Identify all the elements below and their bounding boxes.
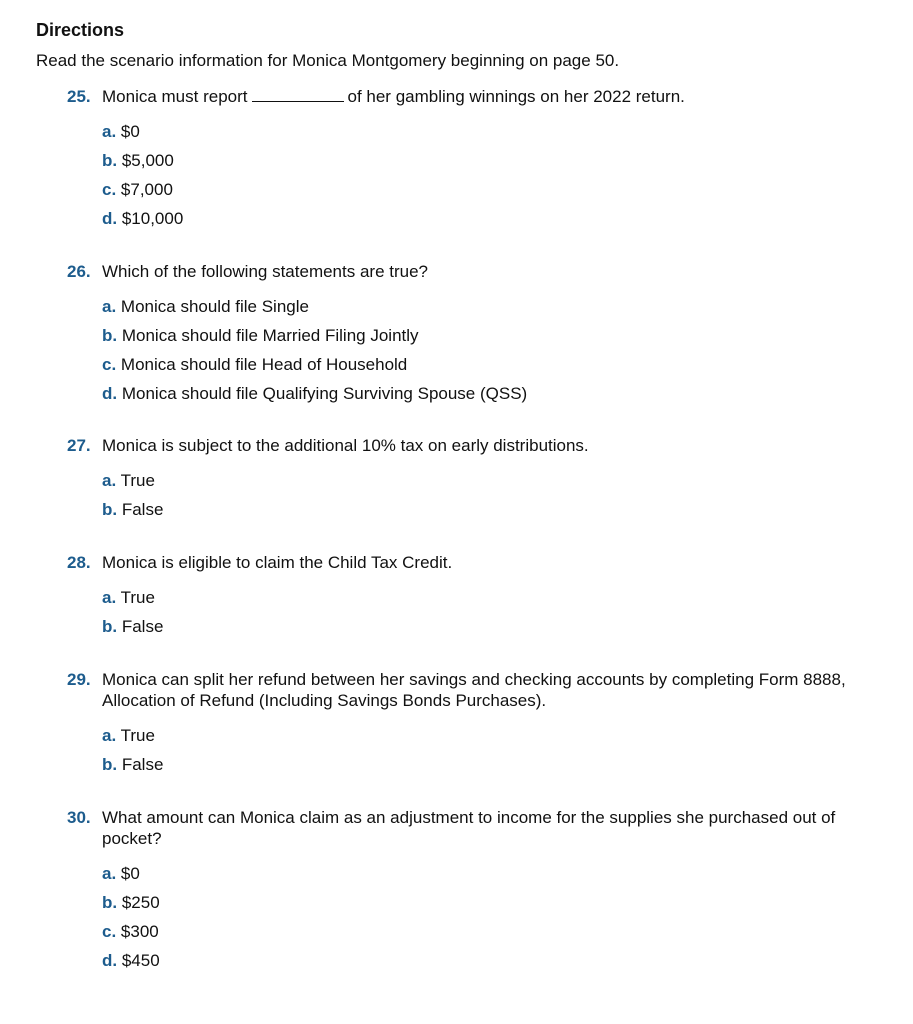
option-letter: c. — [102, 922, 117, 941]
option-letter: a. — [102, 864, 117, 883]
option-a[interactable] — [102, 470, 867, 491]
option-text: True — [120, 726, 155, 745]
question-number: 26. — [67, 262, 91, 281]
option-letter: b. — [102, 326, 118, 345]
option-a[interactable] — [102, 121, 867, 142]
question-text: What amount can Monica claim as an adjustment to income for the supplies she purchased out of pocket? — [102, 808, 836, 848]
option-text: $450 — [121, 951, 160, 970]
options-list — [102, 863, 867, 971]
option-letter: a. — [102, 471, 117, 490]
option-a[interactable] — [102, 863, 867, 884]
option-text: False — [121, 500, 164, 519]
option-letter: d. — [102, 209, 118, 228]
option-text: $300 — [120, 922, 159, 941]
question-number: 28. — [67, 553, 91, 572]
option-c[interactable] — [102, 921, 867, 942]
options-list — [102, 470, 867, 520]
question-27 — [67, 435, 867, 528]
option-a[interactable] — [102, 587, 867, 608]
option-b[interactable] — [102, 499, 867, 520]
question-29 — [67, 669, 867, 783]
option-a[interactable] — [102, 725, 867, 746]
option-letter: b. — [102, 755, 118, 774]
question-number: 30. — [67, 808, 91, 827]
option-text: False — [121, 617, 164, 636]
option-letter: c. — [102, 355, 117, 374]
option-d[interactable] — [102, 383, 867, 404]
option-text: True — [120, 471, 155, 490]
option-text: Monica should file Head of Household — [120, 355, 408, 374]
option-text: Monica should file Married Filing Jointly — [121, 326, 419, 345]
question-text: Monica is subject to the additional 10% tax on early distributions. — [102, 436, 589, 455]
option-text: $10,000 — [121, 209, 184, 228]
directions-intro: Read the scenario information for Monica Montgomery beginning on page 50. — [36, 51, 620, 70]
question-text: Monica can split her refund between her savings and checking accounts by completing Form 8888, Allocation of Refund (Including Savings Bonds Purchases). — [102, 670, 846, 710]
option-letter: a. — [102, 588, 117, 607]
option-letter: a. — [102, 122, 117, 141]
option-letter: a. — [102, 726, 117, 745]
question-number: 29. — [67, 670, 91, 689]
option-text: $0 — [120, 122, 140, 141]
option-letter: d. — [102, 384, 118, 403]
option-text: Monica should file Qualifying Surviving Spouse (QSS) — [121, 384, 528, 403]
question-text-after-blank: of her gambling winnings on her 2022 return. — [347, 87, 685, 106]
question-25 — [67, 86, 867, 237]
option-text: True — [120, 588, 155, 607]
options-list — [102, 725, 867, 775]
option-text: False — [121, 755, 164, 774]
option-b[interactable] — [102, 325, 867, 346]
option-text: $7,000 — [120, 180, 173, 199]
directions-heading: Directions — [36, 20, 125, 40]
question-text: Which of the following statements are true? — [102, 262, 428, 281]
option-letter: b. — [102, 617, 118, 636]
question-text — [102, 86, 867, 107]
answer-blank — [252, 87, 344, 102]
option-c[interactable] — [102, 179, 867, 200]
option-d[interactable] — [102, 950, 867, 971]
option-b[interactable] — [102, 616, 867, 637]
question-30 — [67, 807, 867, 979]
option-letter: a. — [102, 297, 117, 316]
options-list — [102, 121, 867, 229]
option-b[interactable] — [102, 150, 867, 171]
question-28 — [67, 552, 867, 645]
option-b[interactable] — [102, 754, 867, 775]
question-text: Monica is eligible to claim the Child Tax Credit. — [102, 553, 453, 572]
option-letter: b. — [102, 500, 118, 519]
option-text: $5,000 — [121, 151, 174, 170]
option-text: Monica should file Single — [120, 297, 309, 316]
question-number: 25. — [67, 87, 91, 106]
option-text: $250 — [121, 893, 160, 912]
option-c[interactable] — [102, 354, 867, 375]
question-number: 27. — [67, 436, 91, 455]
option-letter: d. — [102, 951, 118, 970]
option-letter: b. — [102, 893, 118, 912]
option-letter: b. — [102, 151, 118, 170]
option-d[interactable] — [102, 208, 867, 229]
option-a[interactable] — [102, 296, 867, 317]
question-text-before-blank: Monica must report — [102, 87, 248, 106]
options-list — [102, 296, 867, 404]
options-list — [102, 587, 867, 637]
question-26 — [67, 261, 867, 412]
option-letter: c. — [102, 180, 117, 199]
option-text: $0 — [120, 864, 140, 883]
option-b[interactable] — [102, 892, 867, 913]
